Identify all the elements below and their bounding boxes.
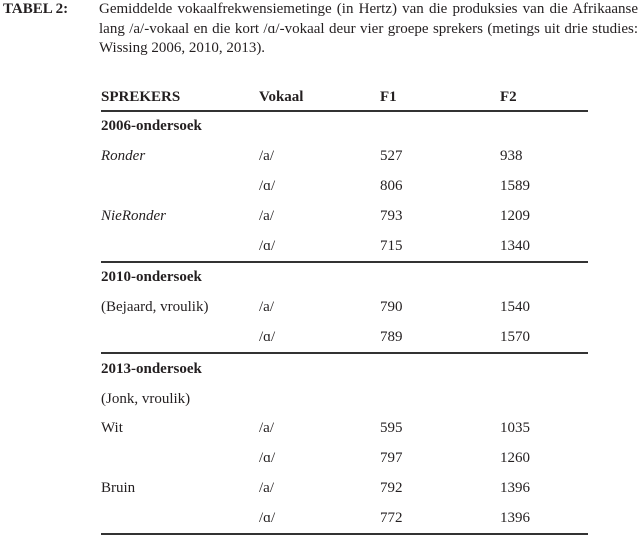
vowel-cell: /ɑ/ [259,503,380,534]
header-vokaal: Vokaal [259,84,380,111]
table-row [101,201,588,231]
table-row [101,231,588,262]
header-sprekers: SPREKERS [101,84,259,111]
f2-cell: 1260 [500,450,530,467]
f2-cell: 1589 [500,177,530,194]
table-row [101,503,588,534]
group-row [101,111,588,142]
f1-cell: 772 [380,503,500,534]
speaker-cell: (Jonk, vroulik) [101,390,191,407]
table-caption: Gemiddelde vokaalfrekwensiemetinge (in Hertz) van die produksies van die Afrikaanse lang /a/-vokaal en die kort /ɑ/-vokaal deur vier groepe sprekers (metings uit drie studies: Wissing 2006, 2010, 2013). [99,1,638,56]
f1-cell: 806 [380,177,403,194]
f2-cell: 1340 [500,231,588,262]
speaker-cell [101,172,259,202]
vowel-cell: /a/ [259,207,274,224]
f2-cell [500,384,588,414]
table-row [101,172,588,202]
f1-cell: 792 [380,479,403,496]
f2-cell: 1209 [500,207,530,224]
f2-cell: 1035 [500,420,530,437]
vowel-cell: /a/ [259,479,274,496]
header-f2: F2 [500,84,588,111]
vowel-cell: /a/ [259,299,274,316]
vowel-cell: /ɑ/ [259,177,276,194]
f1-cell: 793 [380,207,403,224]
table-label: TABEL 2: [3,1,69,17]
vowel-cell: /a/ [259,420,274,437]
table-row [101,293,588,323]
table-row [101,444,588,474]
f1-cell: 789 [380,323,500,354]
f2-cell: 938 [500,148,523,165]
vowel-cell: /ɑ/ [259,450,276,467]
f2-cell: 1570 [500,323,588,354]
speaker-cell [101,503,259,534]
group-title: 2006-ondersoek [101,118,202,135]
group-row [101,353,588,384]
f2-cell: 1396 [500,479,530,496]
table-row [101,414,588,444]
f1-cell [380,384,500,414]
speaker-cell: Ronder [101,148,146,165]
speaker-cell: Wit [101,420,123,437]
speaker-cell: (Bejaard, vroulik) [101,299,209,316]
vowel-cell [259,384,380,414]
table-row [101,142,588,172]
table-row [101,323,588,354]
group-row [101,262,588,293]
f2-cell: 1396 [500,503,588,534]
speaker-cell [101,231,259,262]
table-row [101,474,588,504]
vowel-cell: /ɑ/ [259,231,380,262]
f1-cell: 527 [380,148,403,165]
header-row [101,84,588,111]
group-title: 2010-ondersoek [101,269,202,286]
group-title: 2013-ondersoek [101,360,202,377]
speaker-cell [101,323,259,354]
f1-cell: 715 [380,231,500,262]
f1-cell: 595 [380,420,403,437]
vowel-cell: /ɑ/ [259,323,380,354]
vowel-cell: /a/ [259,148,274,165]
vowel-frequency-table [101,84,588,535]
f1-cell: 797 [380,450,403,467]
header-f1: F1 [380,84,500,111]
speaker-cell: NieRonder [101,207,166,224]
f1-cell: 790 [380,299,403,316]
speaker-cell [101,444,259,474]
speaker-cell: Bruin [101,479,136,496]
f2-cell: 1540 [500,299,530,316]
table-row [101,384,588,414]
